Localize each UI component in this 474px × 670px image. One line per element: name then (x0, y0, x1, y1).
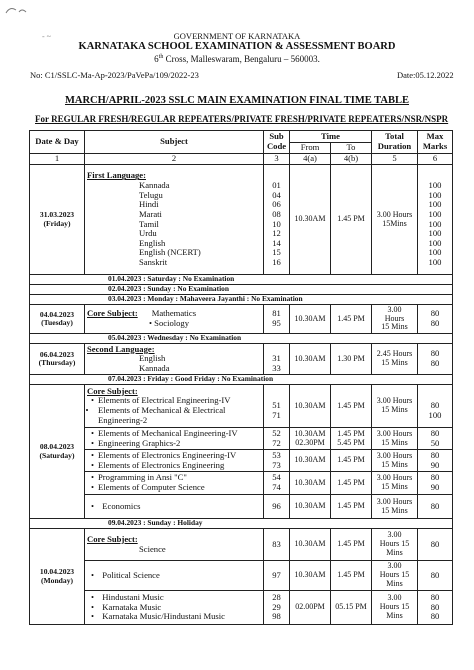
marks-list: 80 90 (418, 450, 453, 472)
table-row (30, 165, 453, 275)
code-list: 52 72 (264, 428, 290, 450)
num-6: 6 (418, 154, 453, 165)
num-3: 3 (264, 154, 290, 165)
section-heading: Core Subject: (87, 308, 138, 319)
page-title: MARCH/APRIL-2023 SSLC MAIN EXAMINATION FINAL TIME TABLE (64, 95, 409, 106)
subject-name: Kannada (139, 180, 170, 190)
col-from: From (290, 143, 331, 154)
col-to: To (331, 143, 372, 154)
subject-name: Karnataka Music/Hindustani Music (102, 611, 225, 622)
subject-name: Programming in Ansi "C" (98, 472, 187, 483)
table-row (30, 495, 453, 519)
code-list: 81 95 (264, 305, 290, 334)
duration: 3.00 Hours 15 Mins (372, 385, 418, 428)
from-time: 10.30AM (290, 385, 331, 428)
subject-name: English (139, 353, 166, 364)
duration: 3.00 Hours 15Mins (372, 165, 418, 275)
subject-list: Core Subject: • Elements of Electrical Engineering-IV • Elements of Mechanical & Electrical Engineering-2 (85, 385, 264, 428)
duration: 2.45 Hours 15 Mins (372, 344, 418, 375)
num-2: 2 (85, 154, 264, 165)
subject-list: • Elements of Electronics Engineering-IV • Elements of Electronics Engineering (85, 450, 264, 472)
table-row (30, 529, 453, 561)
table-row (30, 591, 453, 625)
subject-name: Tamil (139, 218, 159, 229)
date-cell: 08.04.2023 (Saturday) (30, 385, 85, 519)
holiday-row: 02.04.2023 : Sunday : No Examination (30, 285, 453, 295)
subject-name: Economics (102, 500, 141, 511)
num-5: 5 (372, 154, 418, 165)
subject-list: Core Subject: Mathematics • Sociology (85, 305, 264, 334)
time-table (29, 130, 453, 625)
subject-name: Sociology (154, 318, 190, 328)
table-row (30, 385, 453, 428)
from-time: 10.30AM (290, 529, 331, 561)
subject-name: Elements of Electronics Engineering (98, 459, 225, 470)
date-cell: 10.04.2023 (Monday) (30, 529, 85, 625)
date-cell: 06.04.2023 (Thursday) (30, 344, 85, 375)
subject-name: English (NCERT) (139, 247, 201, 258)
to-time: 1.45 PM 5.45 PM (331, 428, 372, 450)
subject-name: Elements of Electrical Engineering-IV (98, 395, 231, 406)
corner-scribble-icon (4, 4, 30, 18)
subject-list: • Economics (85, 495, 264, 519)
from-time: 02.00PM (290, 591, 331, 625)
section-heading: Core Subject: (87, 533, 138, 544)
table-row (30, 450, 453, 472)
holiday-row: 09.04.2023 : Sunday : Holiday (30, 519, 453, 529)
holiday-row: 07.04.2023 : Friday : Good Friday : No Examination (30, 375, 453, 385)
marks-list: 80 80 (418, 344, 453, 375)
from-time: 10.30AM (290, 495, 331, 519)
from-time: 10.30AM (290, 305, 331, 334)
code-list: 51 71 (264, 385, 290, 428)
code-list: 83 (264, 529, 290, 561)
col-duration: Total Duration (372, 131, 418, 154)
page-subtitle: For REGULAR FRESH/REGULAR REPEATERS/PRIVATE FRESH/PRIVATE REPEATERS/NSR/NSPR (35, 114, 449, 124)
marks-list: 80 50 (418, 428, 453, 450)
subject-name: Sanskrit (139, 257, 168, 267)
subject-list (85, 529, 264, 561)
marks-list: 100 100 100 100 100 100 100 100 100 (418, 165, 453, 275)
subject-name: Mathematics (151, 308, 197, 319)
address: 6th Cross, Malleswaram, Bengaluru – 560003. (154, 54, 320, 64)
table-row (30, 305, 453, 334)
to-time: 1.45 PM (331, 495, 372, 519)
subject-list (85, 344, 264, 375)
marks-list: 80 80 (418, 305, 453, 334)
holiday-row: 03.04.2023 : Monday : Mahaveera Jayanthi : No Examination (30, 295, 453, 305)
subject-list: • Programming in Ansi "C" • Elements of Computer Science (85, 472, 264, 495)
subject-name: Hindustani Music (102, 592, 164, 603)
duration: 3.00 Hours 15 Mins (372, 495, 418, 519)
table-row (30, 472, 453, 495)
duration: 3.00 Hours 15 Mins (372, 561, 418, 591)
subject-name: Marati (139, 208, 162, 219)
subject-name: Engineering Graphics-2 (98, 437, 181, 448)
from-time: 10.30AM (290, 450, 331, 472)
subject-name: Science (139, 543, 166, 554)
subject-name: Hindi (139, 199, 159, 210)
gov-heading: GOVERNMENT OF KARNATAKA (173, 31, 301, 41)
column-number-row (30, 154, 453, 165)
from-time: 10.30AM (290, 165, 331, 275)
code-list: 28 29 98 (264, 591, 290, 625)
duration: 3.00 Hours 15 Mins (372, 529, 418, 561)
to-time: 1.45 PM (331, 472, 372, 495)
to-time: 1.45 PM (331, 529, 372, 561)
section-heading: First Language: (87, 170, 146, 181)
subject-name: Urdu (139, 228, 157, 239)
duration: 3.00 Hours 15 Mins (372, 591, 418, 625)
subject-list: • Hindustani Music • Karnataka Music • Karnataka Music/Hindustani Music (85, 591, 264, 625)
table-row (30, 344, 453, 375)
duration: 3.00 Hours 15 Mins (372, 472, 418, 495)
col-max-marks: Max Marks (418, 131, 453, 154)
subject-name: Elements of Mechanical & Electrical Engineering-2 (98, 405, 226, 425)
to-time: 1.45 PM (331, 561, 372, 591)
to-time: 1.45 PM (331, 165, 372, 275)
holiday-row: 05.04.2023 : Wednesday : No Examination (30, 334, 453, 344)
code-list: 54 74 (264, 472, 290, 495)
board-heading: KARNATAKA SCHOOL EXAMINATION & ASSESSMENT BOARD (78, 41, 396, 52)
section-heading: Second Language: (87, 343, 155, 354)
marks-list: 80 (418, 561, 453, 591)
marks-list: 80 90 (418, 472, 453, 495)
subject-list: • Political Science (85, 561, 264, 591)
subject-name: Telugu (139, 189, 163, 200)
subject-name: Elements of Computer Science (98, 482, 205, 492)
from-time: 10.30AM (290, 472, 331, 495)
from-time: 10.30AM (290, 344, 331, 375)
subject-name: English (139, 237, 166, 248)
from-time: 10.30AM 02.30PM (290, 428, 331, 450)
code-list: 96 (264, 495, 290, 519)
reference-number: No: C1/SSLC-Ma-Ap-2023/PaVePa/109/2022-23 (30, 70, 199, 80)
section-heading: Core Subject: (87, 385, 138, 396)
holiday-row: 01.04.2023 : Saturday : No Examination (30, 275, 453, 285)
duration: 3.00 Hours 15 Mins (372, 305, 418, 334)
to-time: 1.30 PM (331, 344, 372, 375)
subject-list (85, 165, 264, 275)
duration: 3.00 Hours 15 Mins (372, 450, 418, 472)
num-4b: 4(b) (331, 154, 372, 165)
to-time: 1.45 PM (331, 305, 372, 334)
to-time: 05.15 PM (331, 591, 372, 625)
code-list: 97 (264, 561, 290, 591)
scan-mark: - ~ (42, 32, 51, 41)
issue-date: Date:05.12.2022 (397, 70, 454, 80)
subject-name: Elements of Mechanical Engineering-IV (98, 427, 238, 438)
subject-list: • Elements of Mechanical Engineering-IV • Engineering Graphics-2 (85, 428, 264, 450)
date-cell: 04.04.2023 (Tuesday) (30, 305, 85, 334)
from-time: 10.30AM (290, 561, 331, 591)
subject-name: Political Science (102, 569, 160, 580)
marks-list: 80 (418, 495, 453, 519)
col-subject: Subject (85, 131, 264, 154)
duration: 3.00 Hours 15 Mins (372, 428, 418, 450)
col-time: Time (290, 131, 372, 143)
date-cell: 31.03.2023 (Friday) (30, 165, 85, 275)
to-time: 1.45 PM (331, 385, 372, 428)
num-4a: 4(a) (290, 154, 331, 165)
code-list: 31 33 (264, 344, 290, 375)
code-list: 01 04 06 08 10 12 14 15 16 (264, 165, 290, 275)
code-list: 53 73 (264, 450, 290, 472)
marks-list: 80 80 80 (418, 591, 453, 625)
marks-list: 80 100 (418, 385, 453, 428)
subject-name: Karnataka Music (102, 601, 162, 612)
num-1: 1 (30, 154, 85, 165)
table-row (30, 561, 453, 591)
marks-list: 80 (418, 529, 453, 561)
subject-name: Elements of Electronics Engineering-IV (98, 449, 237, 460)
subject-name: Kannada (139, 362, 170, 373)
col-date-day: Date & Day (30, 131, 85, 154)
table-row (30, 428, 453, 450)
col-sub-code: Sub Code (264, 131, 290, 154)
to-time: 1.45 PM (331, 450, 372, 472)
